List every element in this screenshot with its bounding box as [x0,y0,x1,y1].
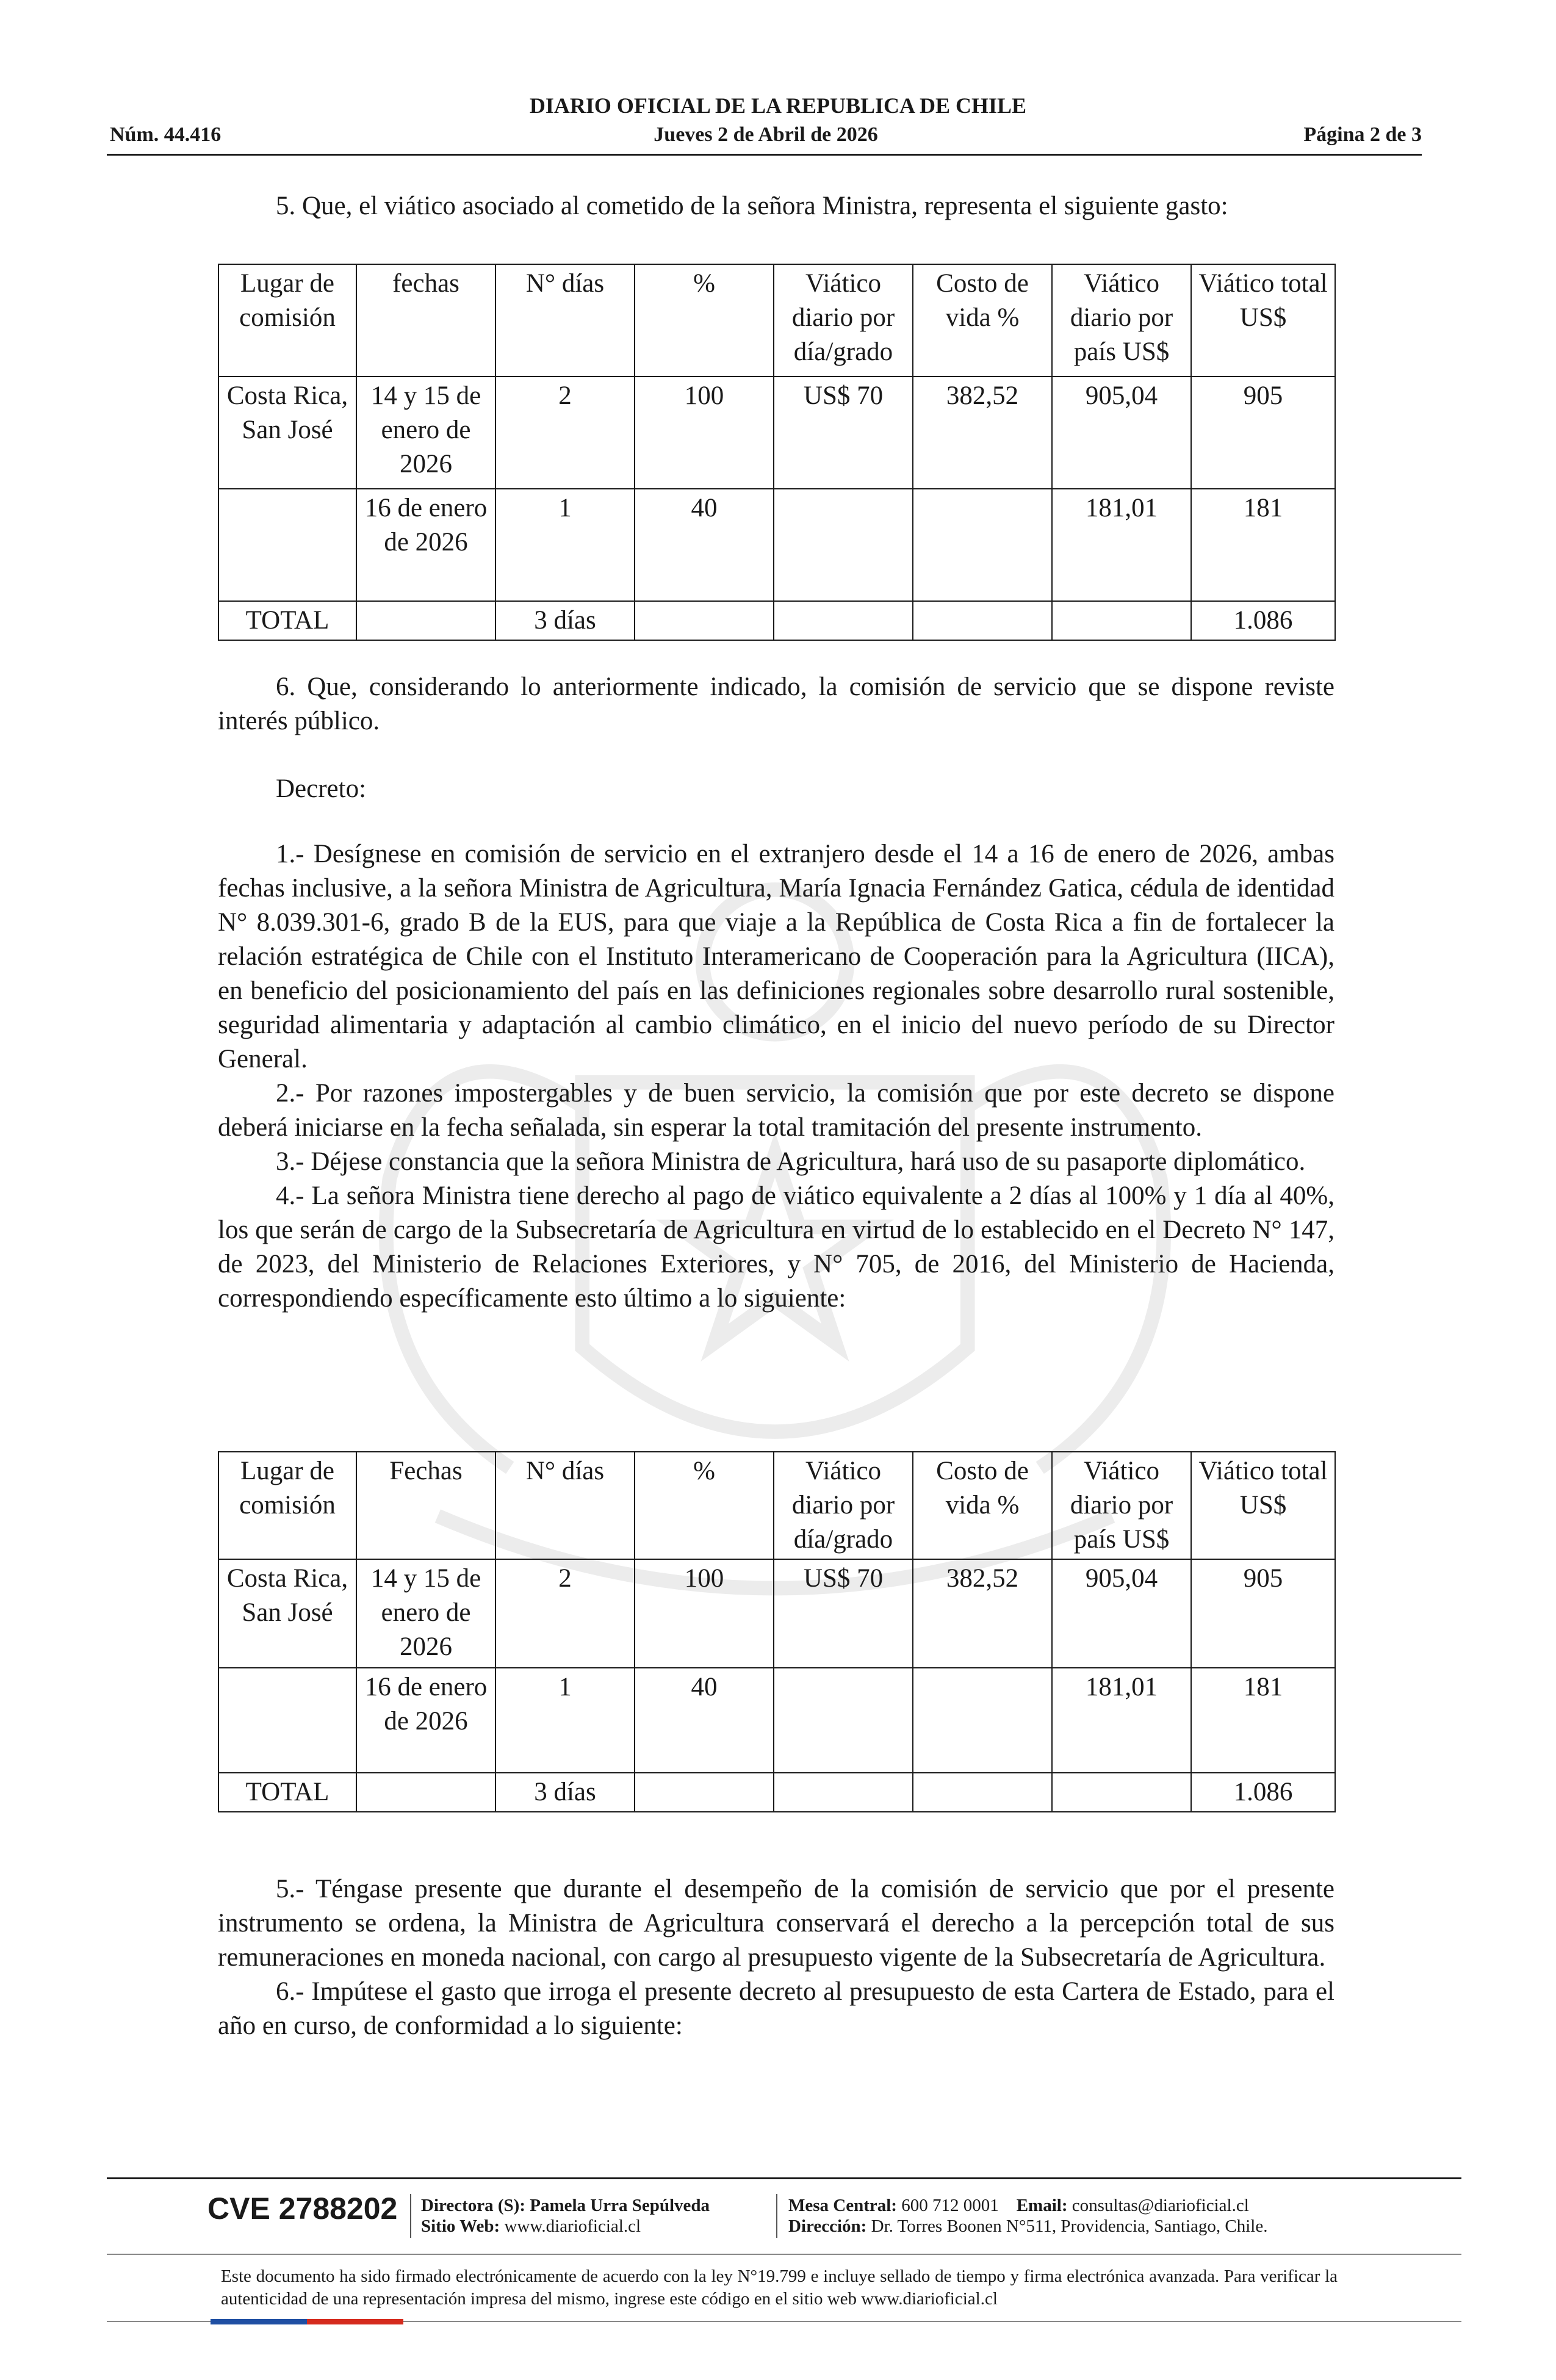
email-link[interactable]: consultas@diarioficial.cl [1072,2196,1249,2215]
table-cell: 181 [1191,1668,1335,1773]
table-cell: 382,52 [913,377,1052,489]
table-header-cell: fechas [356,264,495,377]
article-1: 1.- Desígnese en comisión de servicio en el extranjero desde el 14 a 16 de enero de 2026, ambas fechas inclusive, a la señora Ministra de Agricultura, María Ignacia Fernández Gatica, cédula de identidad N° 8.039.301-6, grado B de la EUS, para que viaje a la República de Costa Rica a fin de fortalecer la relación estratégica de Chile con el Instituto Interamericano de Cooperación para la Agricultura (IICA), en beneficio del posicionamiento del país en las definiciones regionales sobre desarrollo rural sostenible, seguridad alimentaria y adaptación al cambio climático, en el inicio del nuevo período de su Director General. [218,840,1334,1073]
footer-separator [410,2194,411,2238]
table-header-cell: Viático diario por día/grado [774,1452,913,1559]
footer-divider [107,2177,1461,2179]
table-cell: 905,04 [1052,377,1191,489]
table-cell: US$ 70 [774,1559,913,1668]
table-total-row [218,601,1335,640]
website-link[interactable]: www.diarioficial.cl [504,2216,641,2236]
table-row [218,377,1335,489]
table-cell [1052,1773,1191,1812]
table-cell: 1 [495,1668,635,1773]
table-header-cell: Viático total US$ [1191,1452,1335,1559]
flag-stripe-blue [211,2319,307,2324]
articles-5-6 [218,1872,1334,2043]
table-header-cell: N° días [495,264,635,377]
table-cell: TOTAL [218,601,356,640]
table-cell [913,601,1052,640]
table-cell: TOTAL [218,1773,356,1812]
table-header-cell: Costo de vida % [913,1452,1052,1559]
table-cell: US$ 70 [774,377,913,489]
footer-website: Sitio Web: www.diarioficial.cl [421,2216,641,2236]
table-cell: 3 días [495,1773,635,1812]
table-header-cell: % [635,264,774,377]
viatico-table-2 [218,1451,1336,1812]
table-cell [913,489,1052,601]
table-cell: 40 [635,489,774,601]
article-6: 6.- Impútese el gasto que irroga el presente decreto al presupuesto de esta Cartera de Estado, para el año en curso, de conformidad a lo siguiente: [218,1977,1334,2040]
table-header-cell: % [635,1452,774,1559]
article-4: 4.- La señora Ministra tiene derecho al pago de viático equivalente a 2 días al 100% y 1 día al 40%, los que serán de cargo de la Subsecretaría de Agricultura en virtud de lo establecido en el Decreto N° 147, de 2023, del Ministerio de Relaciones Exteriores, y N° 705, de 2016, del Ministerio de Hacienda, correspondiendo específicamente esto último a lo siguiente: [218,1181,1334,1313]
table-header-cell: Costo de vida % [913,264,1052,377]
table-cell [356,1773,495,1812]
table-cell [913,1668,1052,1773]
table-header-cell: Fechas [356,1452,495,1559]
table-row [218,489,1335,601]
table-cell: 181 [1191,489,1335,601]
paragraph-5: 5. Que, el viático asociado al cometido de la señora Ministra, representa el siguiente gasto: [276,192,1228,220]
table-cell: 2 [495,377,635,489]
issue-date: Jueves 2 de Abril de 2026 [654,123,878,146]
newspaper-title: DIARIO OFICIAL DE LA REPUBLICA DE CHILE [529,93,1027,118]
table-header-cell: Lugar de comisión [218,264,356,377]
table-cell: 16 de enero de 2026 [356,1668,495,1773]
table-cell: 905,04 [1052,1559,1191,1668]
footer-mesa-email: Mesa Central: 600 712 0001 Email: consultas@diarioficial.cl [788,2196,1249,2215]
table-cell: 14 y 15 de enero de 2026 [356,377,495,489]
articles-1-4 [218,837,1334,1316]
flag-stripe-red [307,2319,403,2324]
table-cell [635,1773,774,1812]
paragraph-6: 6. Que, considerando lo anteriormente indicado, la comisión de servicio que se dispone reviste interés público. [218,673,1334,735]
table-cell [774,1668,913,1773]
table-cell: 40 [635,1668,774,1773]
table-cell [1052,601,1191,640]
article-3: 3.- Déjese constancia que la señora Ministra de Agricultura, hará uso de su pasaporte diplomático. [276,1147,1306,1176]
table-cell: 100 [635,377,774,489]
table-cell: 1.086 [1191,1773,1335,1812]
table-cell: 382,52 [913,1559,1052,1668]
table-cell: 905 [1191,1559,1335,1668]
table-cell: 905 [1191,377,1335,489]
table-row [218,1668,1335,1773]
page-number: Página 2 de 3 [1303,123,1422,146]
table-cell: 2 [495,1559,635,1668]
table-cell [913,1773,1052,1812]
table-cell [774,601,913,640]
table-row [218,1559,1335,1668]
article-2: 2.- Por razones impostergables y de buen servicio, la comisión que por este decreto se dispone deberá iniciarse en la fecha señalada, sin esperar la total tramitación del presente instrumento. [218,1079,1334,1142]
article-5: 5.- Téngase presente que durante el desempeño de la comisión de servicio que por el presente instrumento se ordena, la Ministra de Agricultura conservará el derecho a la percepción total de sus remuneraciones en moneda nacional, con cargo al presupuesto vigente de la Subsecretaría de Agricultura. [218,1875,1334,1972]
table-header-row [218,1452,1335,1559]
table-cell: 3 días [495,601,635,640]
table-cell: 1 [495,489,635,601]
header-divider [107,154,1422,156]
table-cell [635,601,774,640]
issue-number: Núm. 44.416 [110,123,222,146]
decreto-heading: Decreto: [276,774,367,803]
table-cell [356,601,495,640]
table-cell: 16 de enero de 2026 [356,489,495,601]
table-cell [218,1668,356,1773]
table-header-row [218,264,1335,377]
footer-directora: Directora (S): Pamela Urra Sepúlveda [421,2196,710,2215]
table-cell: 100 [635,1559,774,1668]
table-header-cell: Lugar de comisión [218,1452,356,1559]
table-cell: Costa Rica, San José [218,377,356,489]
table-header-cell: Viático diario por día/grado [774,264,913,377]
table-cell [774,1773,913,1812]
footer-address: Dirección: Dr. Torres Boonen N°511, Providencia, Santiago, Chile. [788,2216,1268,2236]
table-cell [218,489,356,601]
viatico-table-1-container [218,264,1334,641]
electronic-signature-note: Este documento ha sido firmado electrónicamente de acuerdo con la ley N°19.799 e incluye sellado de tiempo y firma electrónica avanzada. Para verificar la autenticidad de una representación impresa del mismo, ingrese este código en el sitio web www.diarioficial.cl [221,2266,1338,2309]
table-header-cell: N° días [495,1452,635,1559]
viatico-table-1 [218,264,1336,641]
table-cell: Costa Rica, San José [218,1559,356,1668]
table-total-row [218,1773,1335,1812]
table-header-cell: Viático diario por país US$ [1052,264,1191,377]
table-header-cell: Viático total US$ [1191,264,1335,377]
footer-separator [776,2194,777,2238]
cve-code: CVE 2788202 [207,2191,398,2226]
table-cell: 181,01 [1052,1668,1191,1773]
table-cell: 1.086 [1191,601,1335,640]
table-cell: 14 y 15 de enero de 2026 [356,1559,495,1668]
table-cell [774,489,913,601]
viatico-table-2-container [218,1451,1334,1812]
footer-divider [107,2254,1461,2255]
table-cell: 181,01 [1052,489,1191,601]
table-header-cell: Viático diario por país US$ [1052,1452,1191,1559]
